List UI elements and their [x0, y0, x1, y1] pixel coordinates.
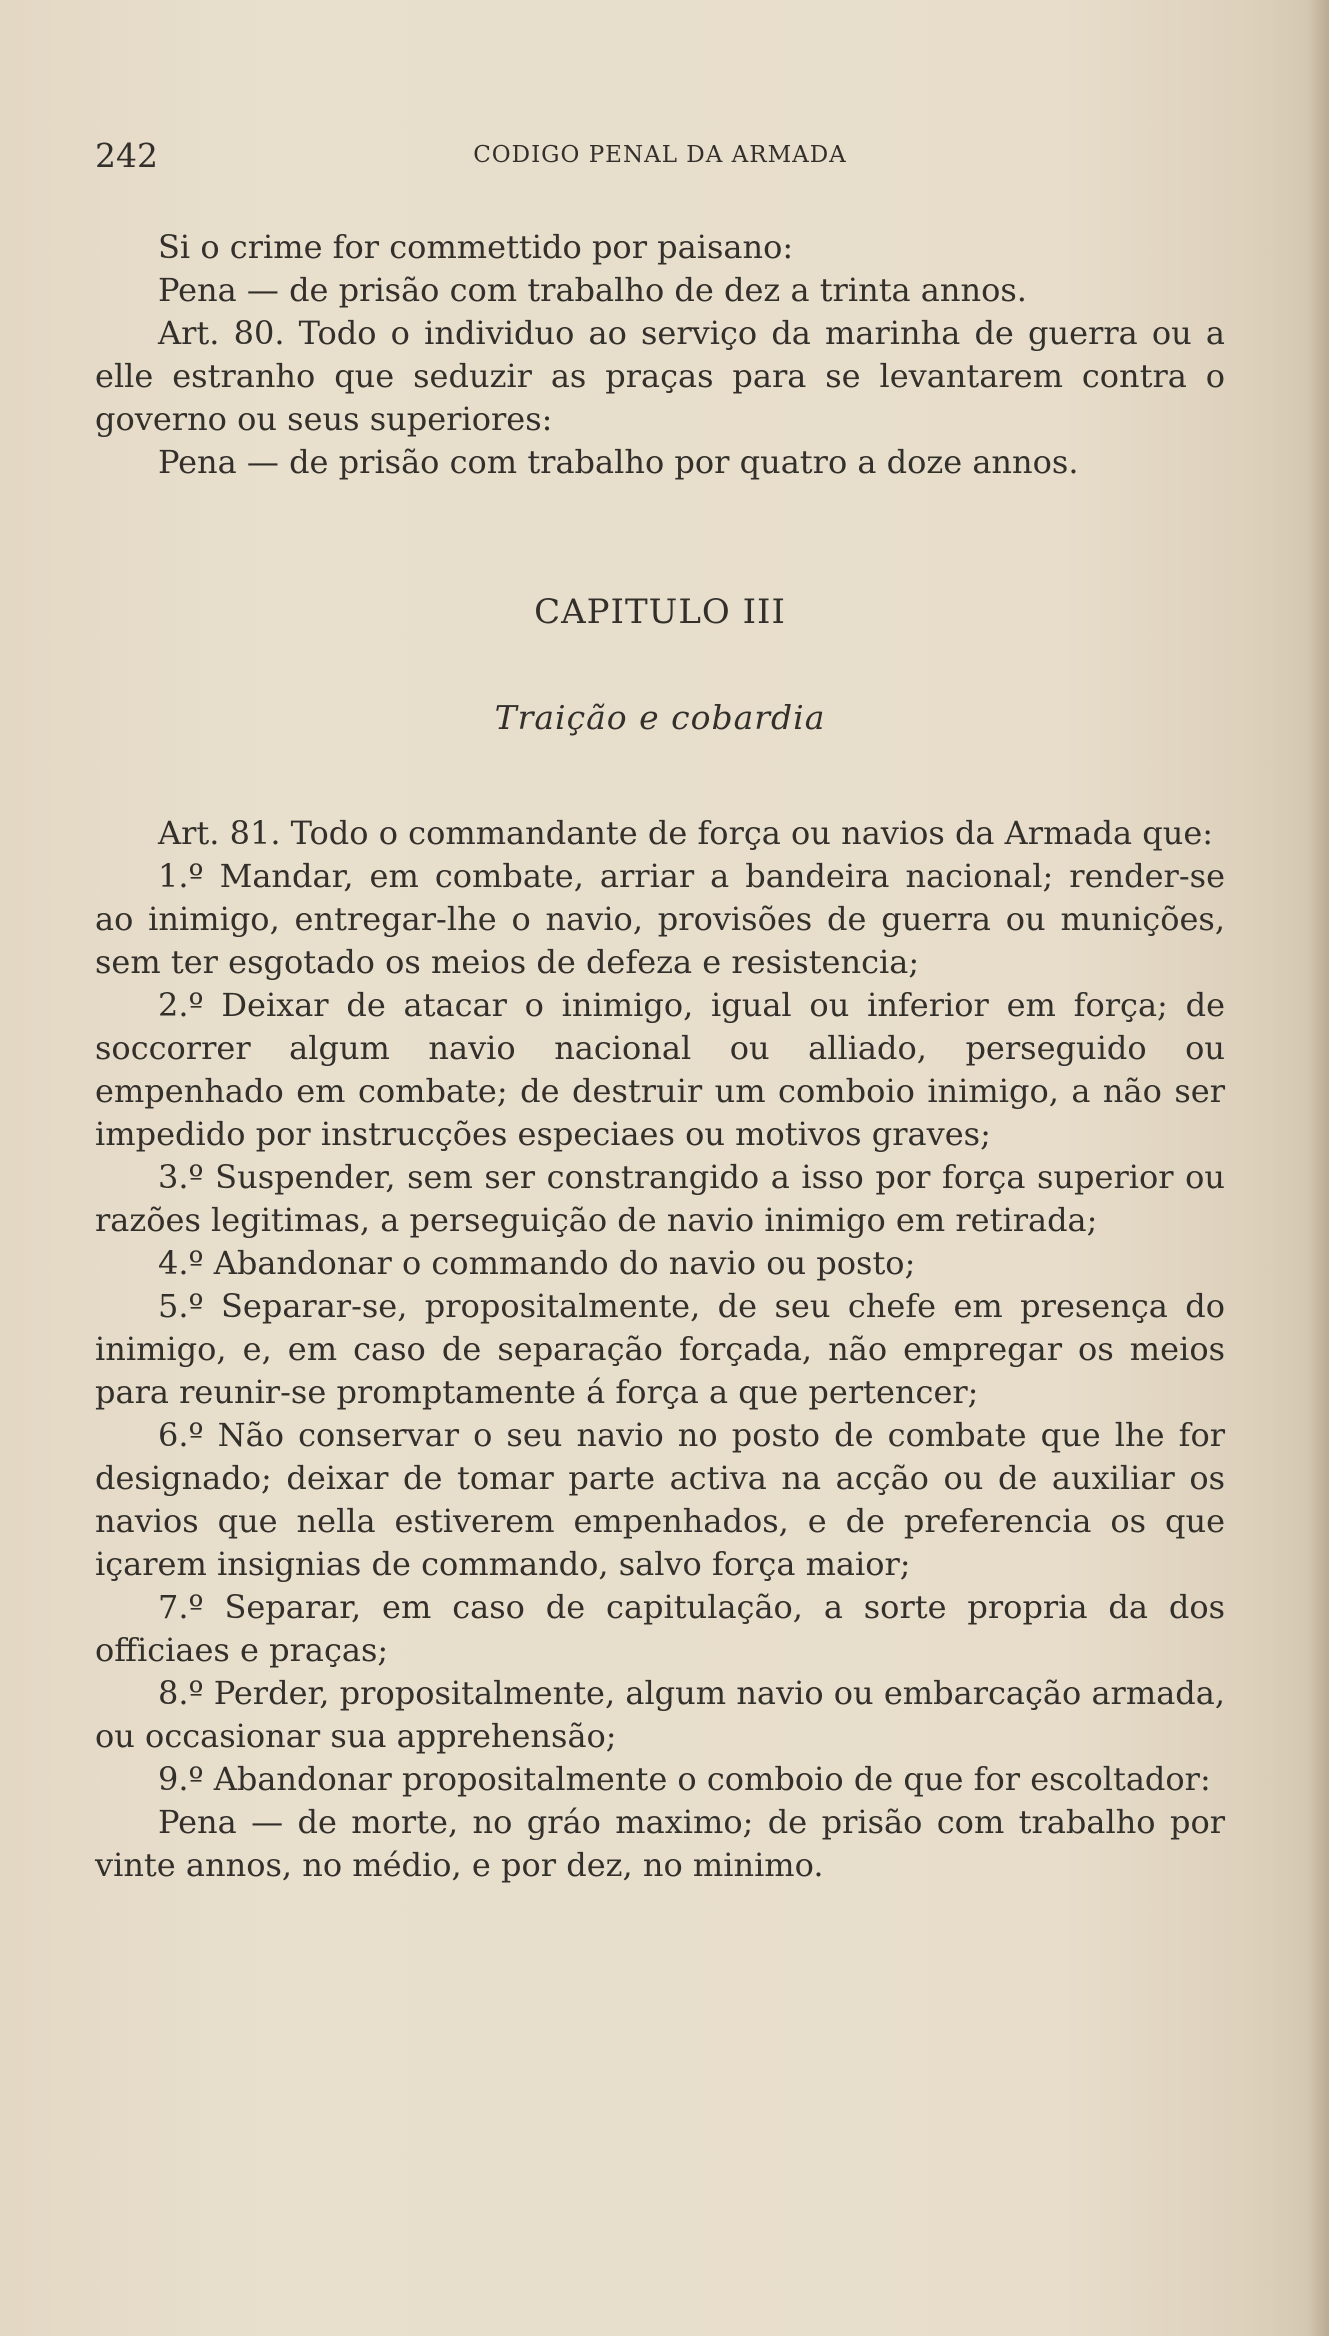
paragraph: Pena — de prisão com trabalho de dez a trinta annos. [158, 271, 1027, 309]
list-item: 5.º Separar-se, propositalmente, de seu chefe em presença do inimigo, e, em caso de separação forçada, não empregar os meios para reunir-se promptamente á força a que pertencer; [95, 1287, 1225, 1411]
article-81-block [95, 812, 1225, 1887]
list-item: 2.º Deixar de atacar o inimigo, igual ou inferior em força; de soccorrer algum navio nacional ou alliado, perseguido ou empenhado em combate; de destruir um comboio inimigo, a não ser impedido por instrucções especiaes ou motivos graves; [95, 986, 1225, 1153]
list-item: 1.º Mandar, em combate, arriar a bandeira nacional; render-se ao inimigo, entregar-lhe o navio, provisões de guerra ou munições, sem ter esgotado os meios de defeza e resistencia; [95, 857, 1225, 981]
paragraph: Si o crime for commettido por paisano: [158, 228, 794, 266]
running-title: CODIGO PENAL DA ARMADA [473, 142, 847, 168]
list-item: 6.º Não conservar o seu navio no posto de combate que lhe for designado; deixar de tomar parte activa na acção ou de auxiliar os navios que nella estiverem empenhados, e de preferencia os que içarem insignias de commando, salvo força maior; [95, 1416, 1225, 1583]
top-text-block [95, 226, 1225, 484]
chapter-subtitle: Traição e cobardia [494, 698, 826, 737]
chapter-title: CAPITULO III [534, 592, 786, 632]
list-item: 4.º Abandonar o commando do navio ou posto; [158, 1244, 916, 1282]
article-81: Art. 81. Todo o commandante de força ou navios da Armada que: [158, 814, 1214, 852]
list-item: 8.º Perder, propositalmente, algum navio ou embarcação armada, ou occasionar sua apprehensão; [95, 1674, 1225, 1755]
list-item: 3.º Suspender, sem ser constrangido a isso por força superior ou razões legitimas, a perseguição de navio inimigo em retirada; [95, 1158, 1225, 1239]
running-head [95, 136, 1225, 176]
paragraph: Pena — de prisão com trabalho por quatro a doze annos. [158, 443, 1079, 481]
list-item: 7.º Separar, em caso de capitulação, a sorte propria da dos officiaes e praças; [95, 1588, 1225, 1669]
penalty-paragraph: Pena — de morte, no gráo maximo; de prisão com trabalho por vinte annos, no médio, e por dez, no minimo. [95, 1803, 1225, 1884]
page-number: 242 [95, 136, 158, 175]
list-item: 9.º Abandonar propositalmente o comboio de que for escoltador: [158, 1760, 1211, 1798]
article-80: Art. 80. Todo o individuo ao serviço da marinha de guerra ou a elle estranho que seduzir as praças para se levantarem contra o governo ou seus superiores: [95, 314, 1225, 438]
page-edge-shadow [1307, 0, 1329, 2336]
